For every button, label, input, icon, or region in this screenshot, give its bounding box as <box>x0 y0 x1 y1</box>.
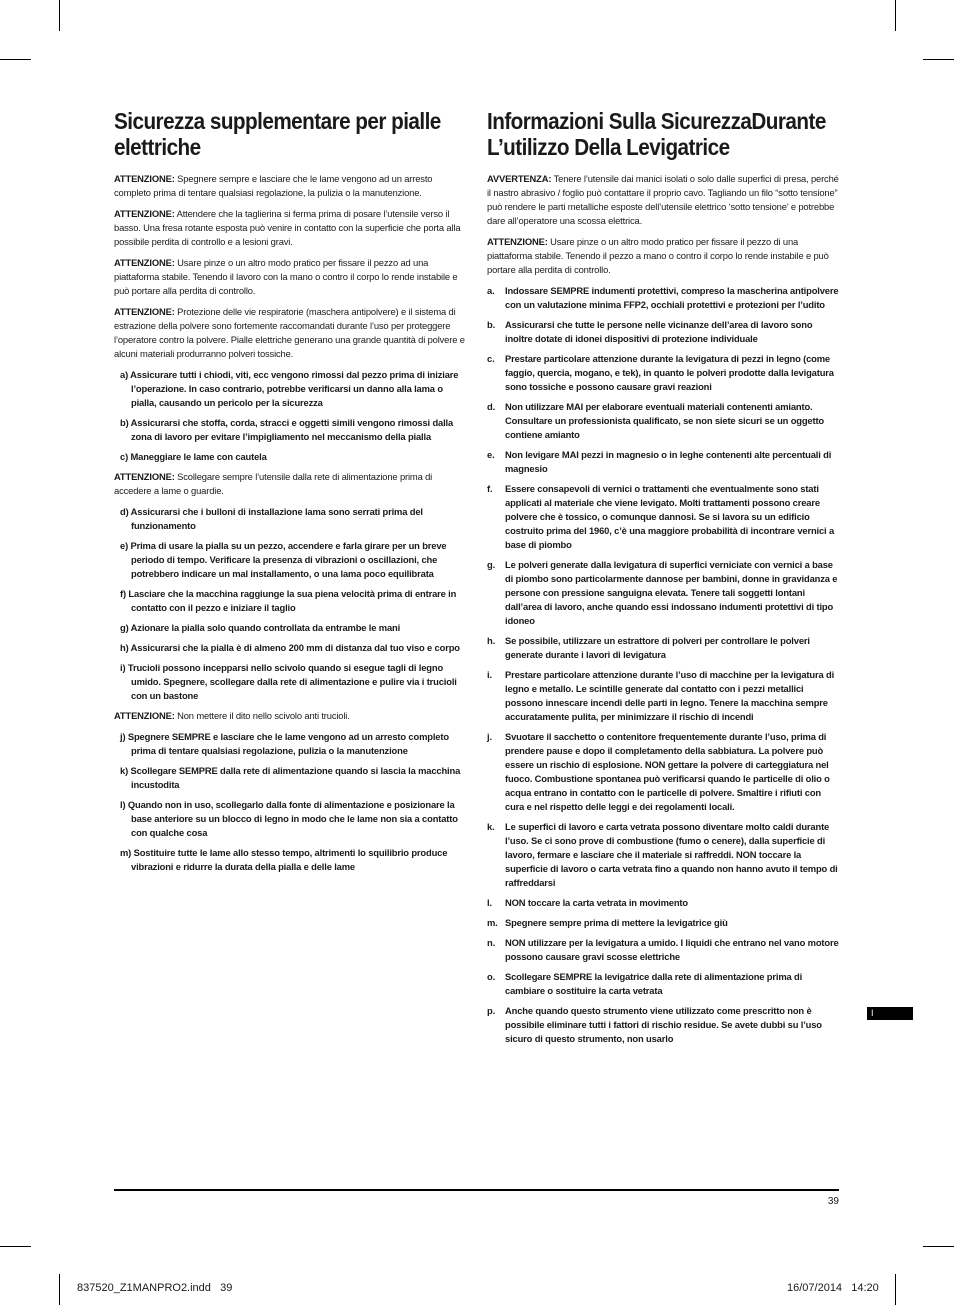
list-item <box>487 400 839 442</box>
list-item-text: Non levigare MAI pezzi in magnesio o in leghe contenenti alte percentuali di magnesio <box>505 449 832 474</box>
list-item-label: g. <box>487 559 496 570</box>
list-item <box>487 668 839 724</box>
list-item-label: e. <box>487 449 495 460</box>
left-section-title: Sicurezza supplementare per pialle elettriche <box>114 108 441 160</box>
list-item: f) Lasciare che la macchina raggiunge la sua piena velocità prima di entrare in contatto con il pezzo e iniziare il taglio <box>120 588 457 613</box>
list-item-label: m. <box>487 917 498 928</box>
list-item-label: j. <box>487 731 492 742</box>
right-column <box>487 108 839 1052</box>
list-item: b) Assicurarsi che stoffa, corda, stracci e oggetti simili vengono rimossi dalla zona di lavoro per evitare l’impigliamento nel meccanismo della pialla <box>120 417 454 442</box>
list-item: g) Azionare la pialla solo quando controllata da entrambe le mani <box>120 622 401 633</box>
list-item <box>487 896 839 910</box>
slug-date: 16/07/2014 14:20 <box>787 1282 879 1294</box>
safety-list <box>487 284 839 1046</box>
warning-paragraph: ATTENZIONE: Spegnere sempre e lasciare che le lame vengono ad un arresto completo prima di tentare qualsiasi regolazione, la pulizia o la manutenzione. <box>114 173 433 198</box>
list-item-text: Essere consapevoli di vernici o trattamenti che eventualmente sono stati applicati al materiale che viene levigato. Molti trattamenti possono creare polvere che è tossico, o comunque dannosi. Se si lavora su un edificio costruito prima del 1960, c’è una maggiore probabilità di incontrare vernici a base di piombo <box>505 483 835 550</box>
list-item-text: Le superfici di lavoro e carta vetrata possono diventare molto caldi durante l’uso. Se ci sono prove di combustione (fumo o cenere), dalla superficie di lavoro, fermare e lasciare che il materiale si raffreddi. NON toccare la superficie di lavoro o carta vetrata fino a quando non hanno avuto il tempo di raffreddarsi <box>505 821 838 888</box>
list-item: l) Quando non in uso, scollegarlo dalla fonte di alimentazione e posizionare la base anteriore su un blocco di legno in modo che le lame non sia a contatto con qualche cosa <box>120 799 458 838</box>
list-item <box>487 352 839 394</box>
warning-paragraph: ATTENZIONE: Scollegare sempre l’utensile dalla rete di alimentazione prima di accedere a lame o guardie. <box>114 471 433 496</box>
list-item-label: l. <box>487 897 492 908</box>
list-item: h) Assicurarsi che la pialla è di almeno 200 mm di distanza dal tuo viso e corpo <box>120 642 460 653</box>
list-item-label: a. <box>487 285 495 296</box>
list-item-text: Scollegare SEMPRE la levigatrice dalla rete di alimentazione prima di cambiare o sostituire la carta vetrata <box>505 971 803 996</box>
list-item-label: h. <box>487 635 496 646</box>
list-item: e) Prima di usare la pialla su un pezzo, accendere e farla girare per un breve periodo di tempo. Verificare la presenza di vibrazioni o oscillazioni, che potrebbero indicare un mal installamento, o una lama poco equilibrata <box>120 540 447 579</box>
list-item-label: n. <box>487 937 496 948</box>
list-item-text: Indossare SEMPRE indumenti protettivi, compreso la mascherina antipolvere con un valutazione minima FFP2, occhiali protettivi e protezioni per l’udito <box>505 285 839 310</box>
list-item: m) Sostituire tutte le lame allo stesso tempo, altrimenti lo squilibrio produce vibrazioni e ridurre la durata della pialla e delle lame <box>120 847 448 872</box>
list-item: j) Spegnere SEMPRE e lasciare che le lame vengono ad un arresto completo prima di tentare qualsiasi regolazione, pulizia o la manutenzione <box>120 731 449 756</box>
list-item-text: Prestare particolare attenzione durante l’uso di macchine per la levigatura di legno e metallo. Le scintille generate dal contatto con i pezzi metallici possono innescare incendi delle parti in legno. Tenere la macchina sempre accuratamente pulita, per minimizzare il rischio di incendi <box>505 669 835 722</box>
list-item: d) Assicurarsi che i bulloni di installazione lama sono serrati prima del funzionamento <box>120 506 423 531</box>
list-item <box>487 318 839 346</box>
list-item-label: i. <box>487 669 492 680</box>
list-item-text: Le polveri generate dalla levigatura di superfici verniciate con vernici a base di piombo sono particolarmente dannose per bambini, donne in gravidanza e persone con pressione sanguigna elevata. Tenere tali soggetti lontani dall’area di lavoro, anche quando essi indossano indumenti protettivi di tipo idoneo <box>505 559 838 626</box>
crop-mark <box>895 1274 896 1305</box>
slug-filename: 837520_Z1MANPRO2.indd 39 <box>77 1282 233 1294</box>
list-item-label: o. <box>487 971 496 982</box>
list-item <box>487 936 839 964</box>
crop-mark <box>0 59 31 60</box>
list-item-text: Non utilizzare MAI per elaborare eventuali materiali contenenti amianto. Consultare un professionista qualificato, se non siete sicuri se un oggetto contiene amianto <box>505 401 825 440</box>
list-item <box>487 482 839 552</box>
list-item-label: f. <box>487 483 493 494</box>
warning-paragraph: ATTENZIONE: Usare pinze o un altro modo pratico per fissare il pezzo di una piattaforma stabile. Tenendo il pezzo a mano o contro il corpo lo rende instabile e può portare alla perdita di controllo. <box>487 236 829 275</box>
list-item: a) Assicurare tutti i chiodi, viti, ecc vengono rimossi dal pezzo prima di iniziare l’operazione. In caso contrario, potrebbe verificarsi un danno alla lama o pialla, causando un pericolo per la sicurezza <box>120 369 459 408</box>
list-item <box>487 970 839 998</box>
left-column <box>114 108 466 880</box>
warning-paragraph: ATTENZIONE: Usare pinze o un altro modo pratico per fissare il pezzo ad una piattaforma stabile. Tenendo il lavoro con la mano o contro il corpo lo rende instabile e può portare alla perdita di controllo. <box>114 257 458 296</box>
list-item <box>487 820 839 890</box>
crop-mark <box>59 1274 60 1305</box>
list-item-label: k. <box>487 821 495 832</box>
list-item <box>487 284 839 312</box>
language-tab <box>867 1007 913 1020</box>
list-item-label: c. <box>487 353 495 364</box>
list-item-text: Prestare particolare attenzione durante la levigatura di pezzi in legno (come faggio, quercia, mogano, e tek), in quanto le polveri prodotte dalla levigatura sono tossiche e possono causare gravi reazioni <box>505 353 834 392</box>
warning-paragraph: ATTENZIONE: Non mettere il dito nello scivolo anti trucioli. <box>114 710 350 721</box>
list-item-text: Anche quando questo strumento viene utilizzato come prescritto non è possibile eliminare tutti i fattori di rischio residue. Se avete dubbi su l’uso sicuro di questo strumento, non usarlo <box>505 1005 822 1044</box>
list-item-label: b. <box>487 319 496 330</box>
page-number: 39 <box>827 1196 839 1207</box>
crop-mark <box>59 0 60 31</box>
list-item-label: p. <box>487 1005 496 1016</box>
crop-mark <box>0 1246 31 1247</box>
list-item <box>487 448 839 476</box>
list-item-label: d. <box>487 401 496 412</box>
list-item: c) Maneggiare le lame con cautela <box>120 451 267 462</box>
list-item: k) Scollegare SEMPRE dalla rete di alimentazione quando si lascia la macchina incustodita <box>120 765 461 790</box>
list-item-text: Se possibile, utilizzare un estrattore di polveri per controllare le polveri generate durante i lavori di levigatura <box>505 635 810 660</box>
list-item-text: NON utilizzare per la levigatura a umido. I liquidi che entrano nel vano motore possono causare gravi scosse elettriche <box>505 937 839 962</box>
list-item-text: Svuotare il sacchetto o contenitore frequentemente durante l’uso, prima di prendere pause e dopo il completamento della sabbiatura. La polvere può essere un rischio di esplosione. NON gettare la polvere di carteggiatura nel fuoco. Combustione spontanea può verificarsi quando le particelle di olio o acqua entrano in contatto con le particelle di polvere. Smaltire i rifiuti con cura e nel rispetto delle leggi e dei regolamenti locali. <box>505 731 830 812</box>
footer-rule <box>114 1189 839 1191</box>
warning-paragraph: ATTENZIONE: Protezione delle vie respiratorie (maschera antipolvere) e il sistema di estrazione della polvere sono fortemente raccomandati durante l’uso per proteggere l’operatore contro la polvere. Pialle elettriche generano una grande quantità di polvere e alcuni materiali produrranno polveri tossiche. <box>114 306 465 359</box>
list-item-text: Spegnere sempre prima di mettere la levigatrice giù <box>505 917 728 928</box>
warning-paragraph: AVVERTENZA: Tenere l’utensile dai manici isolati o solo dalle superfici di presa, perché il nastro abrasivo / foglio può contattare il proprio cavo. Tagliando un filo “sotto tensione” può rendere le parti metalliche esposte dell’utensile elettrico ‘sotto tensione’ e potrebbe dare all’operatore una scossa elettrica. <box>487 173 839 226</box>
list-item-text: Assicurarsi che tutte le persone nelle vicinanze dell’area di lavoro sono inoltre dotate di idonei dispositivi di protezione individuale <box>505 319 813 344</box>
list-item <box>487 634 839 662</box>
crop-mark <box>923 1246 954 1247</box>
right-section-title: Informazioni Sulla SicurezzaDurante L’utilizzo Della Levigatrice <box>487 108 826 160</box>
crop-mark <box>923 59 954 60</box>
language-tab-label: I <box>871 1008 874 1018</box>
list-item-text: NON toccare la carta vetrata in movimento <box>505 897 688 908</box>
warning-paragraph: ATTENZIONE: Attendere che la taglierina si ferma prima di posare l’utensile verso il basso. Una fresa rotante esposta può venire in contatto con la superficie che porta alla possibile perdita di controllo e a lesioni gravi. <box>114 208 461 247</box>
list-item <box>487 916 839 930</box>
list-item <box>487 558 839 628</box>
list-item <box>487 730 839 814</box>
crop-mark <box>895 0 896 31</box>
list-item <box>487 1004 839 1046</box>
list-item: i) Trucioli possono incepparsi nello scivolo quando si esegue tagli di legno umido. Spegnere, scollegare dalla rete di alimentazione e pulire via i trucioli con un bastone <box>120 662 457 701</box>
